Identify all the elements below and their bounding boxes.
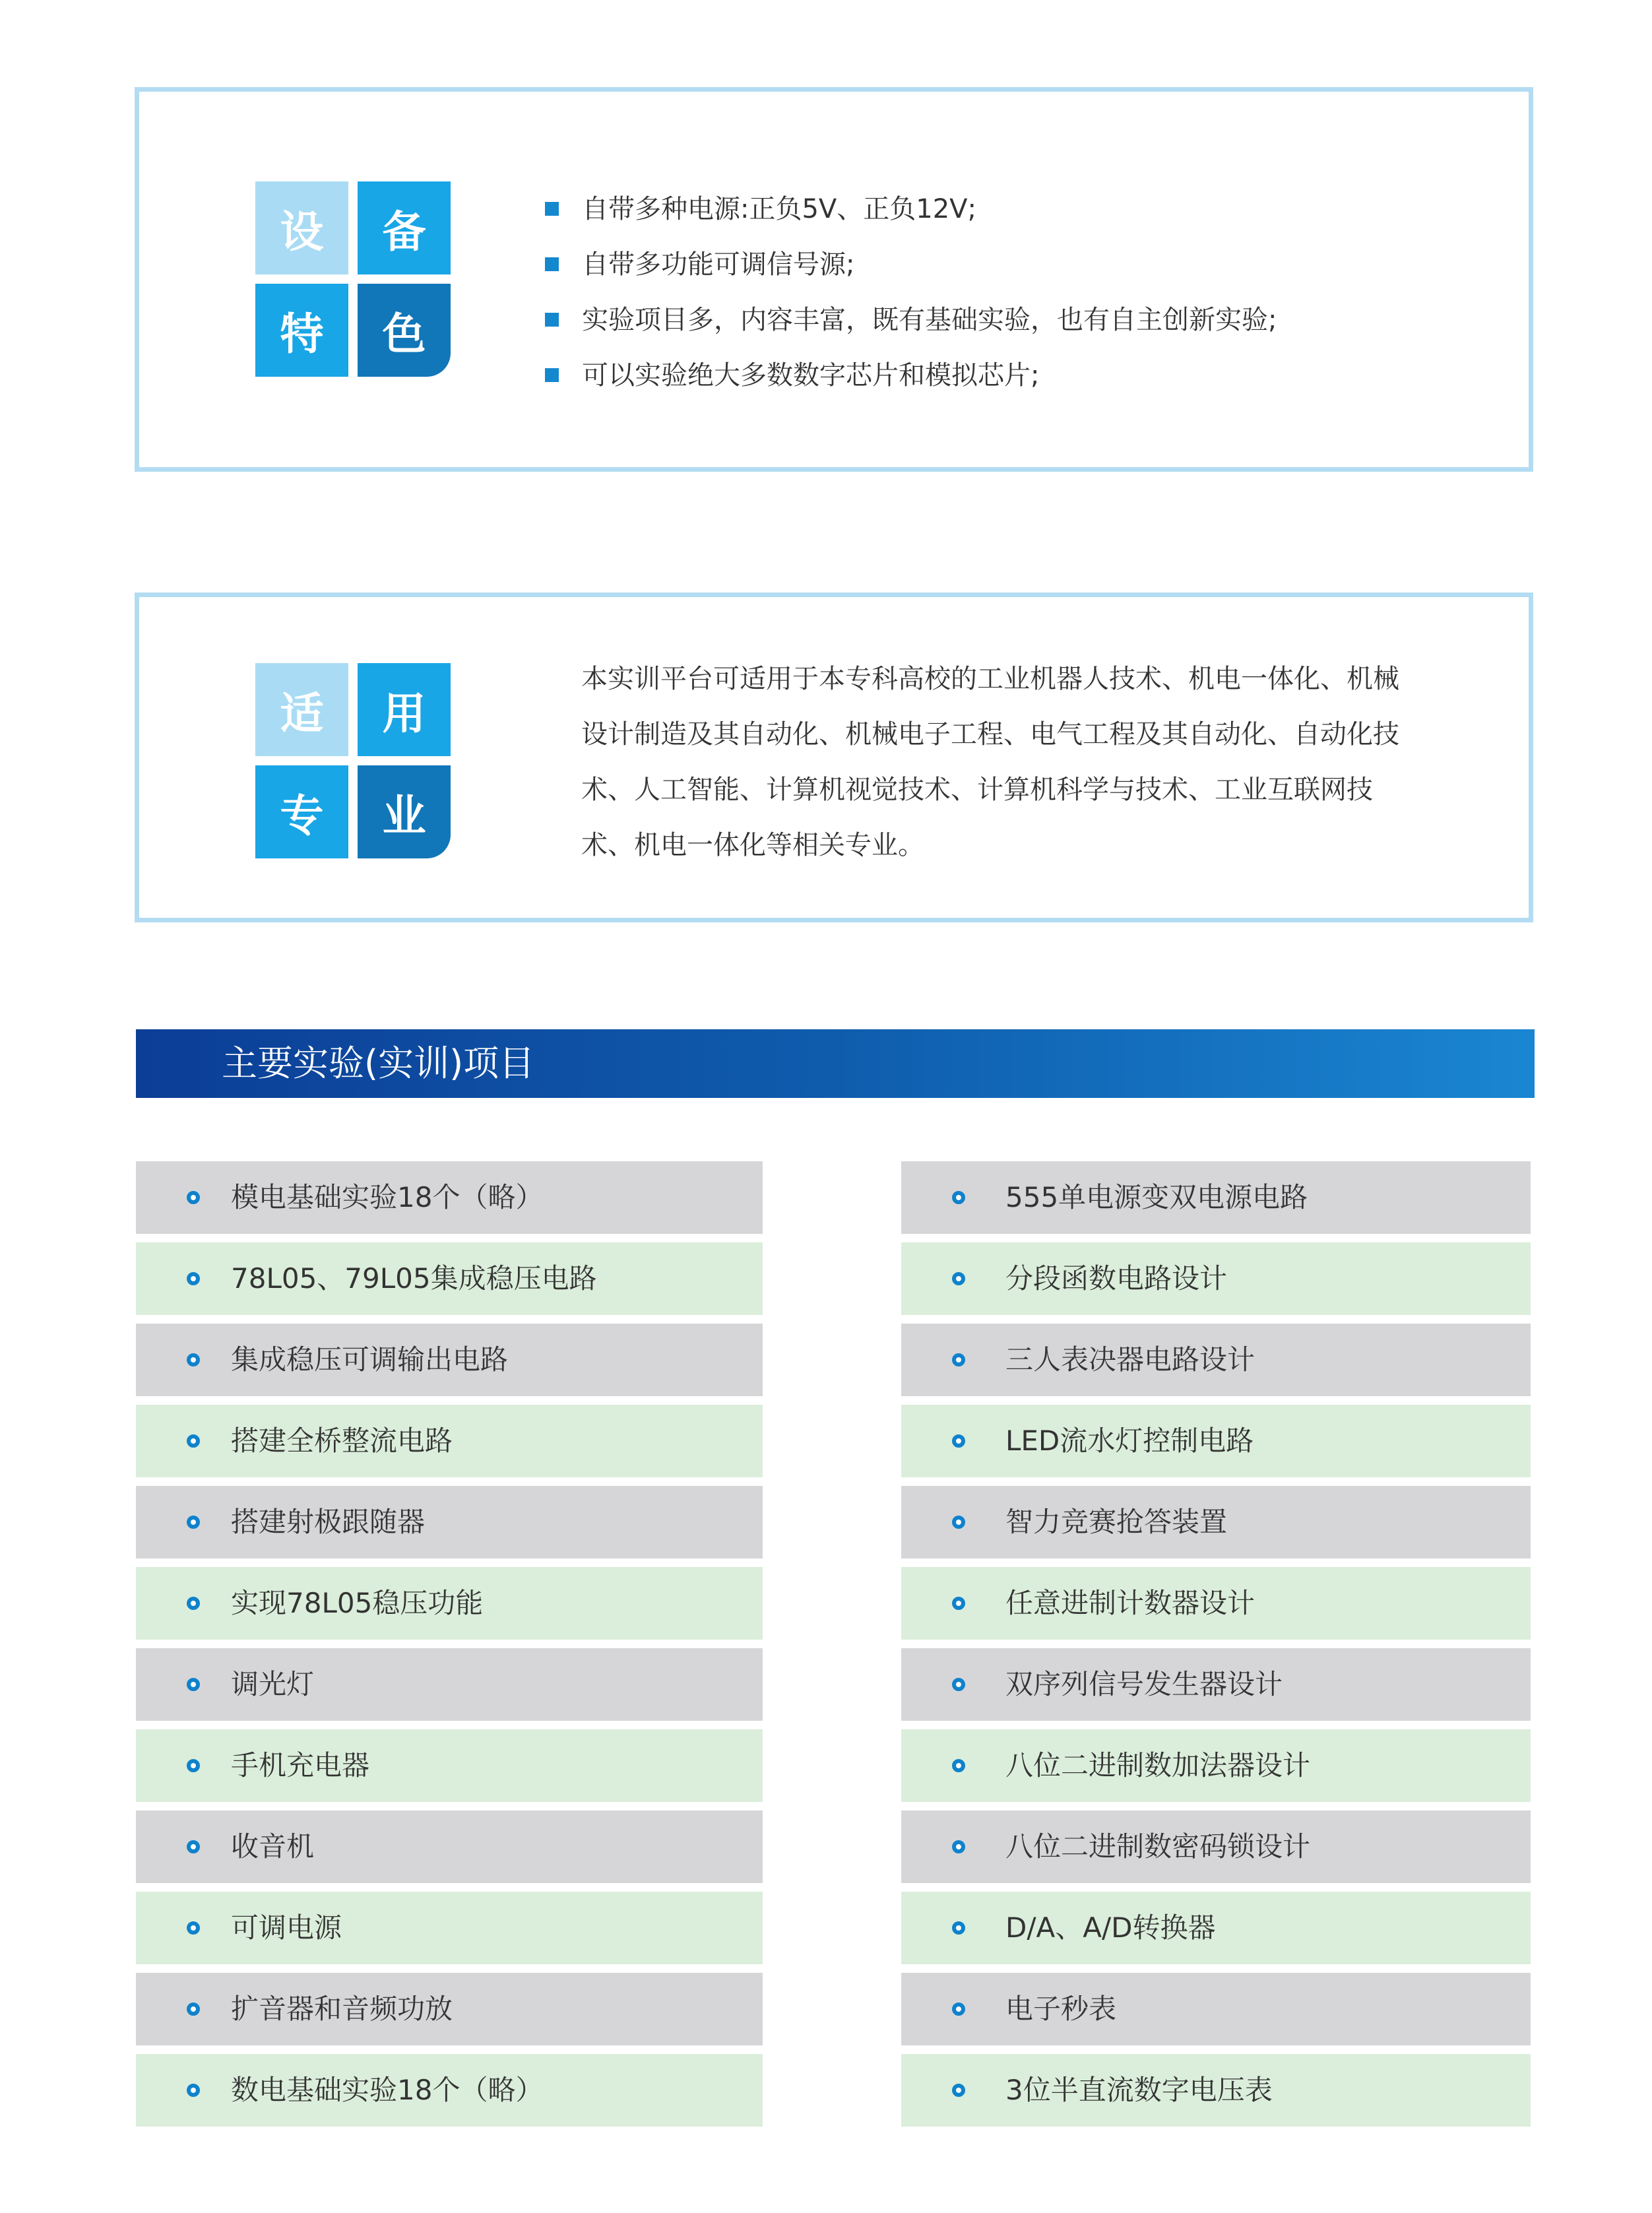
circle-bullet-icon xyxy=(187,1597,200,1610)
features-tile-1: 设 xyxy=(255,181,348,274)
list-item-label: 手机充电器 xyxy=(231,1749,370,1781)
list-item-label: 数电基础实验18个（略） xyxy=(231,2074,544,2106)
list-item-label: LED流水灯控制电路 xyxy=(1005,1425,1254,1457)
list-item-label: 智力竞赛抢答装置 xyxy=(1005,1506,1228,1538)
list-item xyxy=(136,1729,763,1802)
features-tile-2: 备 xyxy=(358,181,451,274)
circle-bullet-icon xyxy=(952,1840,965,1853)
list-item xyxy=(136,1324,763,1396)
circle-bullet-icon xyxy=(952,1191,965,1204)
circle-bullet-icon xyxy=(952,1759,965,1772)
circle-bullet-icon xyxy=(187,1678,200,1691)
circle-bullet-icon xyxy=(187,2084,200,2097)
list-item-label: 78L05、79L05集成稳压电路 xyxy=(231,1262,597,1295)
list-item-label: D/A、A/D转换器 xyxy=(1005,1911,1216,1944)
projects-list-right xyxy=(901,1161,1531,2135)
majors-line: 术、机电一体化等相关专业。 xyxy=(581,830,924,860)
circle-bullet-icon xyxy=(952,1272,965,1285)
circle-bullet-icon xyxy=(187,2003,200,2016)
majors-tile-1: 适 xyxy=(255,663,348,756)
majors-tiles xyxy=(255,663,451,858)
list-item-label: 调光灯 xyxy=(231,1668,315,1700)
circle-bullet-icon xyxy=(187,1434,200,1448)
majors-description xyxy=(581,651,1465,873)
feature-item xyxy=(545,237,1277,292)
list-item-label: 任意进制计数器设计 xyxy=(1005,1587,1255,1619)
projects-title: 主要实验(实训)项目 xyxy=(222,1042,535,1084)
majors-line: 设计制造及其自动化、机械电子工程、电气工程及其自动化、自动化技 xyxy=(581,719,1399,750)
majors-tile-4: 业 xyxy=(358,765,451,858)
list-item xyxy=(901,1405,1531,1477)
list-item xyxy=(901,1161,1531,1234)
circle-bullet-icon xyxy=(187,1921,200,1935)
list-item-label: 555单电源变双电源电路 xyxy=(1005,1181,1308,1213)
list-item xyxy=(901,1242,1531,1315)
features-tiles xyxy=(255,181,451,377)
list-item xyxy=(136,2054,763,2127)
list-item-label: 八位二进制数加法器设计 xyxy=(1005,1749,1311,1781)
feature-item xyxy=(545,348,1277,403)
square-bullet-icon xyxy=(545,257,559,271)
feature-text: 实验项目多，内容丰富，既有基础实验，也有自主创新实验; xyxy=(582,305,1277,335)
square-bullet-icon xyxy=(545,202,559,216)
list-item xyxy=(136,1648,763,1721)
list-item xyxy=(901,1811,1531,1883)
circle-bullet-icon xyxy=(187,1191,200,1204)
features-list xyxy=(545,181,1277,403)
list-item xyxy=(136,1567,763,1640)
list-item xyxy=(136,1892,763,1964)
circle-bullet-icon xyxy=(952,2084,965,2097)
list-item-label: 3位半直流数字电压表 xyxy=(1005,2074,1273,2106)
list-item xyxy=(901,1648,1531,1721)
circle-bullet-icon xyxy=(952,1678,965,1691)
feature-text: 自带多功能可调信号源; xyxy=(582,249,855,280)
list-item xyxy=(136,1486,763,1558)
features-tile-3: 特 xyxy=(255,284,348,377)
list-item xyxy=(136,1973,763,2045)
majors-tile-3: 专 xyxy=(255,765,348,858)
list-item-label: 双序列信号发生器设计 xyxy=(1005,1668,1283,1700)
list-item xyxy=(136,1811,763,1883)
list-item-label: 搭建全桥整流电路 xyxy=(231,1425,453,1457)
list-item-label: 扩音器和音频功放 xyxy=(231,1993,453,2025)
list-item-label: 集成稳压可调输出电路 xyxy=(231,1343,509,1376)
list-item xyxy=(901,1973,1531,2045)
list-item-label: 分段函数电路设计 xyxy=(1005,1262,1228,1295)
feature-text: 可以实验绝大多数数字芯片和模拟芯片; xyxy=(582,360,1040,391)
list-item-label: 电子秒表 xyxy=(1005,1993,1117,2025)
circle-bullet-icon xyxy=(187,1353,200,1366)
list-item xyxy=(901,2054,1531,2127)
list-item-label: 实现78L05稳压功能 xyxy=(231,1587,484,1619)
feature-text: 自带多种电源:正负5V、正负12V; xyxy=(582,194,977,224)
list-item xyxy=(901,1567,1531,1640)
majors-tile-2: 用 xyxy=(358,663,451,756)
list-item xyxy=(901,1892,1531,1964)
list-item-label: 可调电源 xyxy=(231,1911,342,1944)
list-item-label: 搭建射极跟随器 xyxy=(231,1506,426,1538)
square-bullet-icon xyxy=(545,313,559,327)
circle-bullet-icon xyxy=(952,1597,965,1610)
projects-list-left xyxy=(136,1161,763,2135)
square-bullet-icon xyxy=(545,368,559,382)
circle-bullet-icon xyxy=(952,1921,965,1935)
projects-banner xyxy=(136,1029,1535,1098)
list-item-label: 三人表决器电路设计 xyxy=(1005,1343,1255,1376)
circle-bullet-icon xyxy=(187,1759,200,1772)
list-item xyxy=(901,1729,1531,1802)
circle-bullet-icon xyxy=(952,1353,965,1366)
features-tile-4: 色 xyxy=(358,284,451,377)
list-item xyxy=(136,1242,763,1315)
majors-panel xyxy=(135,593,1533,922)
circle-bullet-icon xyxy=(187,1840,200,1853)
circle-bullet-icon xyxy=(187,1272,200,1285)
majors-line: 术、人工智能、计算机视觉技术、计算机科学与技术、工业互联网技 xyxy=(581,775,1373,805)
list-item xyxy=(136,1405,763,1477)
list-item-label: 模电基础实验18个（略） xyxy=(231,1181,544,1213)
list-item-label: 收音机 xyxy=(231,1830,315,1863)
majors-line: 本实训平台可适用于本专科高校的工业机器人技术、机电一体化、机械 xyxy=(581,664,1399,694)
feature-item xyxy=(545,181,1277,237)
list-item-label: 八位二进制数密码锁设计 xyxy=(1005,1830,1311,1863)
list-item xyxy=(901,1486,1531,1558)
list-item xyxy=(136,1161,763,1234)
feature-item xyxy=(545,292,1277,348)
features-panel xyxy=(135,87,1533,472)
circle-bullet-icon xyxy=(952,1516,965,1529)
circle-bullet-icon xyxy=(952,2003,965,2016)
circle-bullet-icon xyxy=(952,1434,965,1448)
list-item xyxy=(901,1324,1531,1396)
circle-bullet-icon xyxy=(187,1516,200,1529)
